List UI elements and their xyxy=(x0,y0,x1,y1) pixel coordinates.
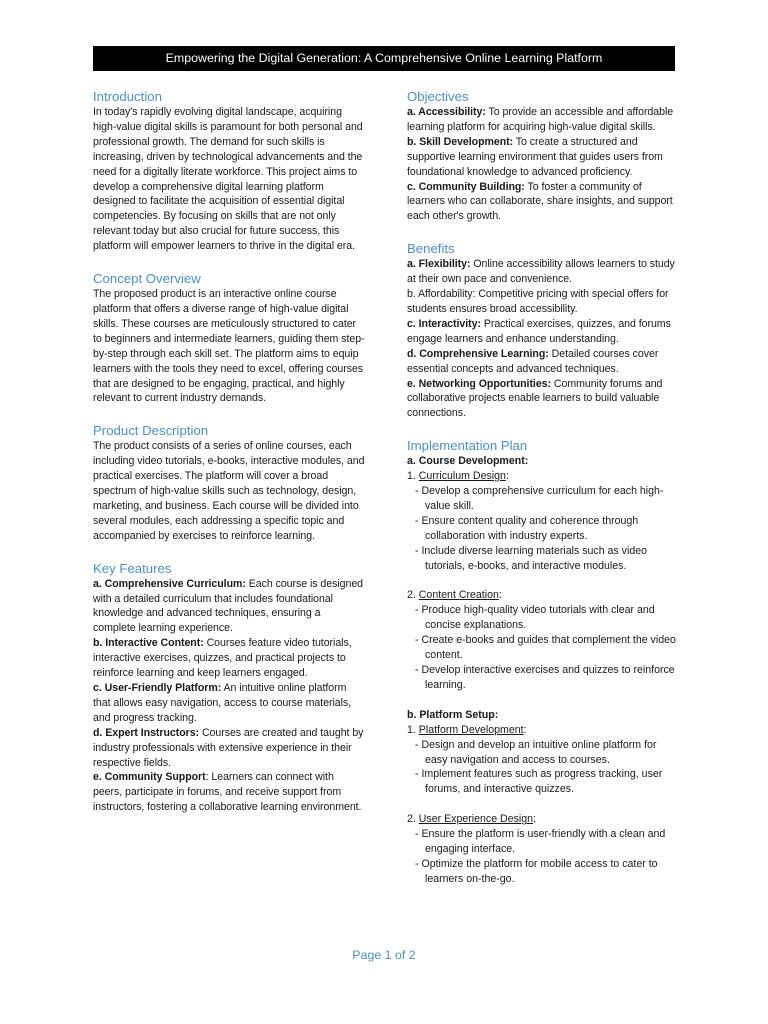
document-title: Empowering the Digital Generation: A Comprehensive Online Learning Platform xyxy=(93,46,675,71)
concept-overview-text: The proposed product is an interactive online course platform that offers a diverse range of high-value digital skills. These courses are meticulously structured to cater to beginners and intermediate learners, guiding them step-by-step through each skill set. The platform aims to equip learners with the tools they need to excel, offering courses that are designed to be engaging, practical, and highly relevant to current industry demands. xyxy=(93,288,365,405)
item-text: Detailed courses cover essential concepts and advanced techniques. xyxy=(407,347,659,375)
step-platform-development: 1. Platform Development: xyxy=(407,723,527,736)
item-text: To create a structured and supportive learning environment that guides users from foundational knowledge to advanced proficiency. xyxy=(407,135,663,178)
list-item xyxy=(407,105,679,135)
right-column xyxy=(407,88,679,887)
objectives-list xyxy=(407,105,679,224)
list-item xyxy=(93,681,365,726)
item-label: a. Comprehensive Curriculum: xyxy=(93,577,246,590)
item-text: Community forums and collaborative projects enable learners to build valuable connections. xyxy=(407,377,663,420)
objectives-heading: Objectives xyxy=(407,89,469,104)
item-label: e. Networking Opportunities: xyxy=(407,377,551,390)
list-item xyxy=(93,726,365,771)
course-development-label: a. Course Development: xyxy=(407,455,529,468)
item-text: Courses are created and taught by industry professionals with extensive experience in their respective fields. xyxy=(93,726,364,769)
item-text: b. Affordability: Competitive pricing with special offers for students ensures broad accessibility. xyxy=(407,288,669,315)
list-item: - Ensure the platform is user-friendly with a clean and engaging interface. xyxy=(415,828,666,856)
implementation-plan-heading: Implementation Plan xyxy=(407,438,528,454)
implementation-plan xyxy=(407,454,679,887)
item-label: c. Community Building: xyxy=(407,180,525,193)
item-text: To foster a community of learners who can collaborate, share insights, and support each other's growth. xyxy=(407,180,673,223)
item-text: Each course is designed with a detailed curriculum that includes foundational knowledge and advanced techniques, ensuring a complete learning experience. xyxy=(93,577,364,635)
list-item: - Develop interactive exercises and quizzes to reinforce learning. xyxy=(415,664,675,691)
introduction-text: In today's rapidly evolving digital landscape, acquiring high-value digital skills is paramount for both personal and professional growth. The demand for such skills is increasing, driven by technological advancements and the need for a digitally literate workforce. This project aims to develop a comprehensive digital learning platform designed to facilitate the acquisition of essential digital competencies. By focusing on skills that are not only relevant today but also crucial for future success, this platform will empower learners to thrive in the digital era. xyxy=(93,106,363,253)
item-text: Practical exercises, quizzes, and forums engage learners and enhance understanding. xyxy=(407,317,671,345)
key-features-list xyxy=(93,577,365,816)
item-label: a. Flexibility: xyxy=(407,258,471,271)
item-label: d. Comprehensive Learning: xyxy=(407,347,549,360)
list-item: - Design and develop an intuitive online platform for easy navigation and access to courses. xyxy=(415,738,657,766)
list-item: - Implement features such as progress tracking, user forums, and interactive quizzes. xyxy=(415,768,663,796)
item-text: Online accessibility allows learners to study at their own pace and convenience. xyxy=(407,258,675,286)
item-text: To provide an accessible and affordable learning platform for acquiring high-value digital skills. xyxy=(407,106,674,133)
item-label: d. Expert Instructors: xyxy=(93,726,200,739)
platform-setup-label: b. Platform Setup: xyxy=(407,708,499,721)
list-item xyxy=(93,636,365,681)
list-item xyxy=(93,577,365,637)
introduction-heading: Introduction xyxy=(93,89,162,104)
step-curriculum-design: 1. Curriculum Design: xyxy=(407,470,509,483)
step-content-creation: 2. Content Creation: xyxy=(407,589,502,602)
page-number: Page 1 of 2 xyxy=(352,948,416,962)
list-item: - Create e-books and guides that complement the video content. xyxy=(415,634,676,662)
list-item: - Develop a comprehensive curriculum for each high-value skill. xyxy=(415,485,664,512)
product-description-text: The product consists of a series of online courses, each including video tutorials, e-books, interactive modules, and practical exercises. The platform will cover a broad spectrum of high-value skills such as technology, design, marketing, and business. Each course will be divided into several modules, each addressing a specific topic and accompanied by exercises to reinforce learning. xyxy=(93,440,365,542)
item-label: c. Interactivity: xyxy=(407,317,481,330)
list-item xyxy=(407,257,679,287)
list-item xyxy=(407,135,679,180)
item-label: a. Accessibility: xyxy=(407,106,486,118)
item-label: b. Interactive Content: xyxy=(93,637,204,650)
list-item: - Include diverse learning materials such as video tutorials, e-books, and interactive modules. xyxy=(415,544,648,572)
benefits-heading: Benefits xyxy=(407,241,455,257)
item-label: e. Community Support xyxy=(93,771,206,784)
key-features-heading: Key Features xyxy=(93,560,172,576)
list-item xyxy=(407,180,679,225)
list-item xyxy=(407,317,679,347)
concept-overview-heading: Concept Overview xyxy=(93,271,201,287)
item-label: b. Skill Development: xyxy=(407,135,514,148)
left-column xyxy=(93,88,365,815)
item-label: c. User-Friendly Platform: xyxy=(93,682,222,694)
product-description-heading: Product Description xyxy=(93,423,209,439)
list-item: - Produce high-quality video tutorials with clear and concise explanations. xyxy=(415,604,655,632)
list-item: - Optimize the platform for mobile access to cater to learners on-the-go. xyxy=(415,857,658,885)
benefits-list xyxy=(407,257,679,421)
step-user-experience-design: 2. User Experience Design: xyxy=(407,813,536,826)
list-item: - Ensure content quality and coherence through collaboration with industry experts. xyxy=(415,514,639,542)
list-item xyxy=(407,377,679,422)
list-item xyxy=(93,770,365,815)
item-text: An intuitive online platform that allows easy navigation, access to course materials, and progress tracking. xyxy=(93,682,352,724)
list-item xyxy=(407,347,679,377)
item-text: : Learners can connect with peers, participate in forums, and receive support from instructors, fostering a collaborative learning environment. xyxy=(93,771,362,814)
item-text: Courses feature video tutorials, interactive exercises, quizzes, and practical projects to reinforce learning and keep learners engaged. xyxy=(93,637,352,680)
list-item xyxy=(407,287,679,317)
